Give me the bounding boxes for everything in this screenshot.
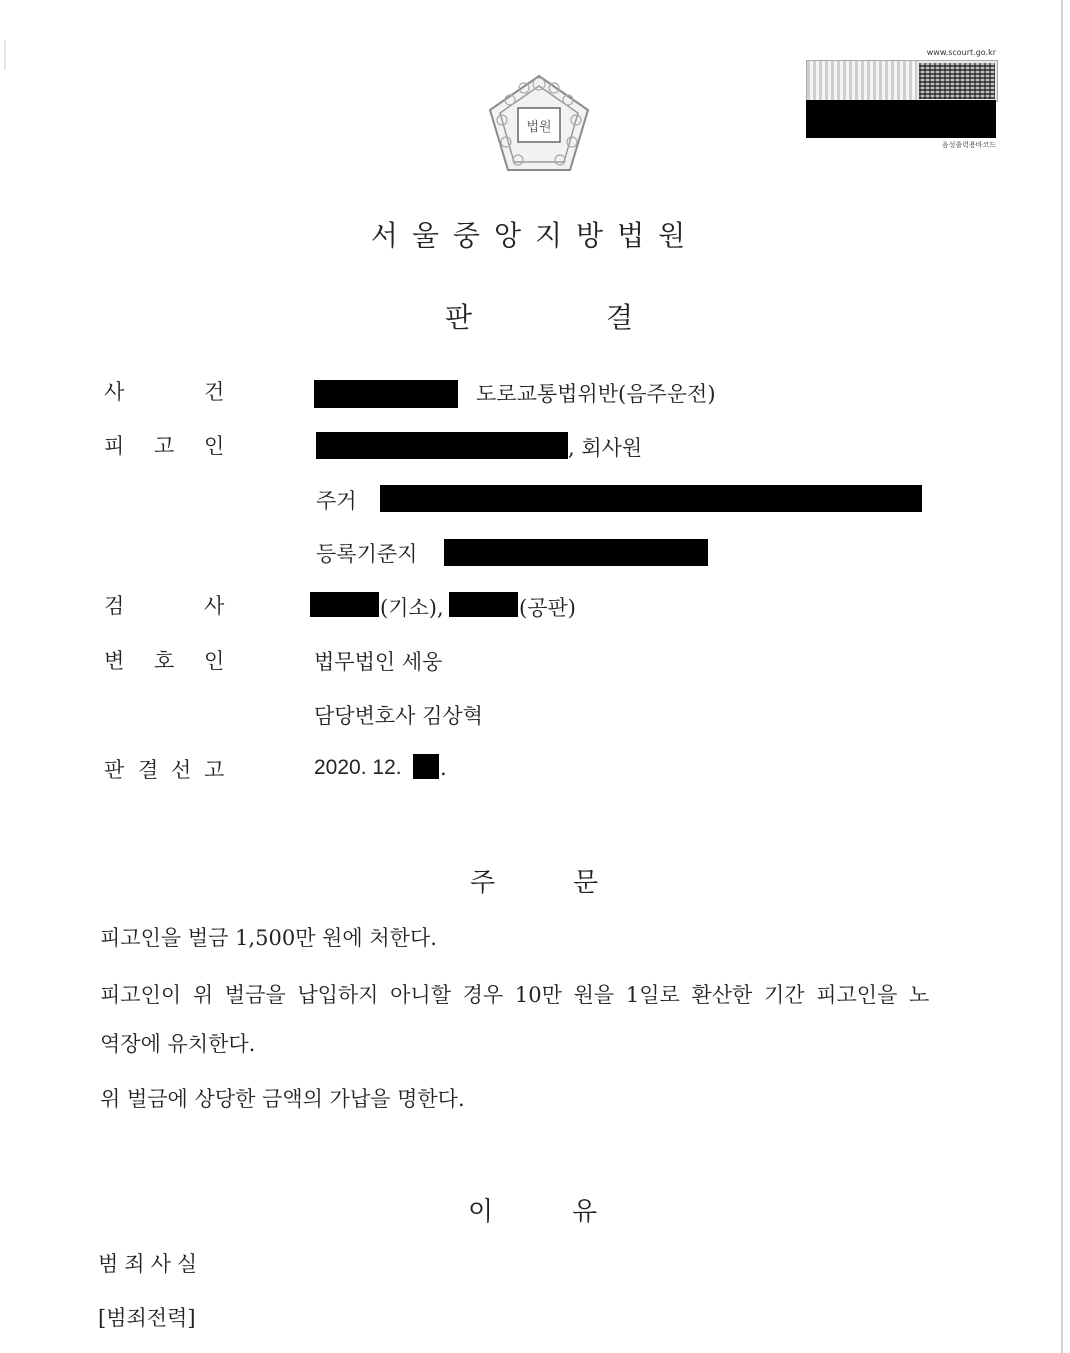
sentencing-label-char: 결 [138,758,159,782]
sentencing-date-end: . [440,756,447,780]
order-line-1: 피고인을 벌금 1,500만 원에 처한다. [100,926,437,950]
case-label [104,376,234,406]
redaction-prosecutor-2 [449,592,518,617]
prosecutor-role-2: (공판) [519,596,576,620]
page-edge [1061,0,1063,1353]
sentencing-label [104,754,234,784]
qr-code-icon [919,63,995,99]
counsel-attorney: 담당변호사 김상혁 [314,704,483,728]
reason-heading-right: 유 [572,1197,598,1227]
counsel-firm: 법무법인 세웅 [314,650,443,674]
barcode-stripes [807,61,917,101]
sentencing-label-char: 판 [104,758,125,782]
criminal-record-heading: [범죄전력] [98,1306,196,1330]
order-heading-right: 문 [573,868,599,898]
redaction-defendant-name [316,432,568,459]
sentencing-label-char: 고 [204,758,225,782]
doc-title-right: 결 [606,301,634,334]
barcode-image [806,60,998,102]
prosecutor-label-char: 사 [204,594,225,618]
defendant-label-char: 고 [154,434,175,458]
defendant-label-char: 피 [104,434,125,458]
sentencing-label-char: 선 [171,758,192,782]
registry-label: 등록기준지 [316,542,418,566]
seal-text: 법원 [526,120,552,135]
case-label-char: 사 [104,380,125,404]
order-line-3: 위 벌금에 상당한 금액의 가납을 명한다. [100,1087,465,1111]
case-name: 도로교통법위반(음주운전) [476,382,716,406]
prosecutor-label-char: 검 [104,594,125,618]
prosecutor-label [104,590,234,620]
residence-label: 주거 [316,489,357,513]
order-line-2a: 피고인이 위 벌금을 납입하지 아니할 경우 10만 원을 1일로 환산한 기간 피고인을 노 [100,983,930,1007]
court-seal-icon [484,70,594,178]
crime-facts-heading: 범죄사실 [98,1252,204,1276]
scan-mark [4,40,6,70]
redaction-residence [380,485,922,512]
counsel-label [104,645,234,675]
redaction-registry [444,539,708,566]
redaction-barcode [806,100,996,138]
prosecutor-role-1: (기소), [380,596,444,620]
defendant-occupation: , 회사원 [568,436,643,460]
doc-title-left: 판 [445,301,473,334]
barcode-url: www.scourt.go.kr [926,48,996,57]
redaction-prosecutor-1 [310,592,379,617]
counsel-label-char: 호 [154,649,175,673]
order-line-2b: 역장에 유치한다. [100,1032,256,1056]
defendant-label [104,430,234,460]
counsel-label-char: 변 [104,649,125,673]
redaction-case-number [314,380,458,408]
redaction-sentencing-day [413,754,439,779]
defendant-label-char: 인 [204,434,225,458]
sentencing-date: 2020. 12. [314,756,402,779]
order-heading-left: 주 [470,868,496,898]
court-name: 서울중앙지방법원 [370,219,700,252]
counsel-label-char: 인 [204,649,225,673]
barcode-caption: 음성출력용바코드 [941,141,996,149]
reason-heading-left: 이 [468,1197,494,1227]
case-label-char: 건 [204,380,225,404]
